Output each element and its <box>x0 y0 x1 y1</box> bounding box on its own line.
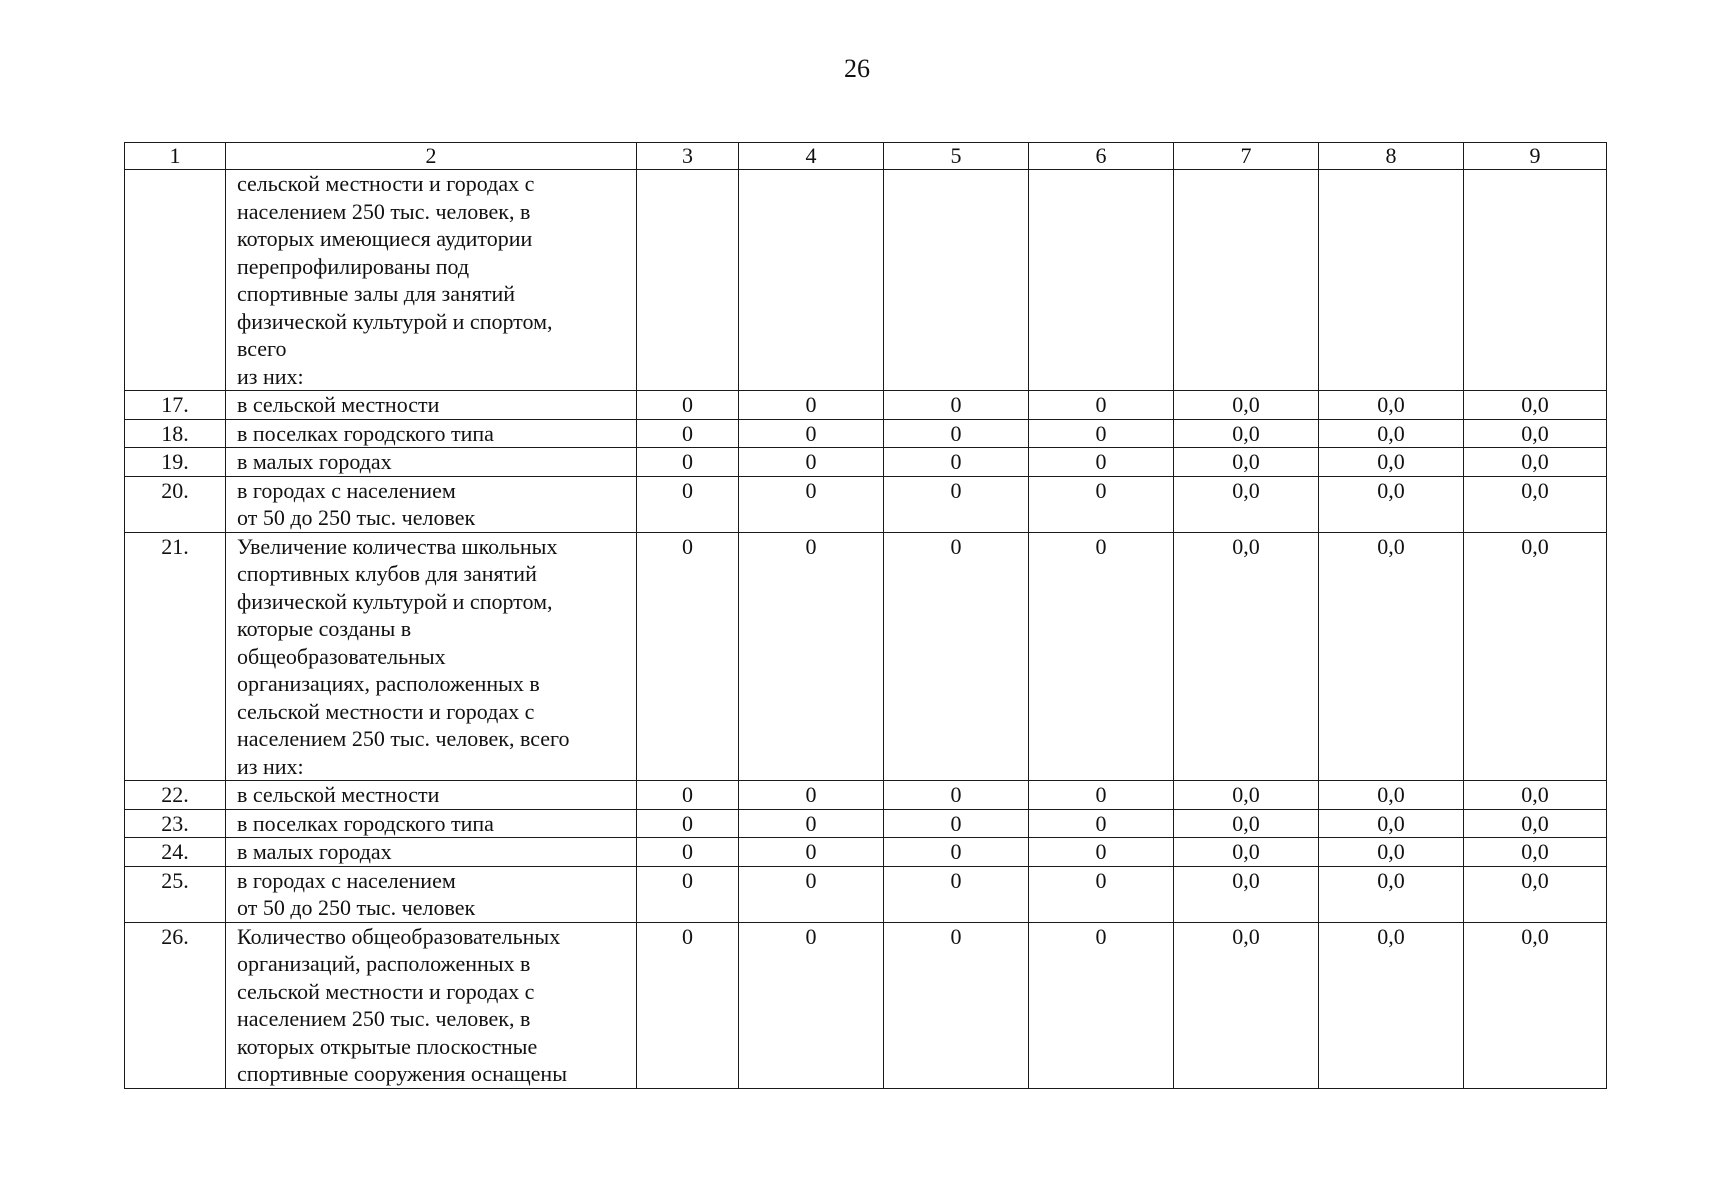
row-number: 22. <box>125 781 226 810</box>
row-description <box>226 781 637 810</box>
table-row <box>125 476 1607 532</box>
row-description <box>226 391 637 420</box>
row-description <box>226 419 637 448</box>
value-cell: 0,0 <box>1174 476 1319 532</box>
value-cell <box>739 170 884 391</box>
row-number: 18. <box>125 419 226 448</box>
value-cell: 0,0 <box>1174 448 1319 477</box>
row-description <box>226 866 637 922</box>
description-line: физической культурой и спортом, <box>237 308 553 334</box>
table-row <box>125 866 1607 922</box>
value-cell: 0 <box>884 476 1029 532</box>
value-cell: 0 <box>1029 476 1174 532</box>
table-row <box>125 170 1607 391</box>
value-cell: 0 <box>739 838 884 867</box>
value-cell: 0,0 <box>1464 922 1607 1088</box>
value-cell: 0 <box>637 419 739 448</box>
column-header: 8 <box>1319 143 1464 170</box>
value-cell: 0,0 <box>1319 391 1464 420</box>
description-line: спортивные сооружения оснащены <box>237 1061 567 1086</box>
description-line: организаций, расположенных в <box>237 951 531 976</box>
value-cell: 0,0 <box>1319 448 1464 477</box>
value-cell: 0,0 <box>1319 809 1464 838</box>
value-cell: 0,0 <box>1319 419 1464 448</box>
value-cell: 0,0 <box>1319 922 1464 1088</box>
value-cell: 0,0 <box>1174 838 1319 867</box>
value-cell: 0,0 <box>1319 476 1464 532</box>
description-line: сельской местности и городах с <box>237 171 535 196</box>
description-line: спортивные залы для занятий <box>237 281 516 306</box>
value-cell <box>1319 170 1464 391</box>
table-body <box>125 143 1607 1089</box>
description-line: из них: <box>237 363 304 389</box>
row-number: 26. <box>125 922 226 1088</box>
value-cell: 0,0 <box>1174 866 1319 922</box>
value-cell: 0 <box>739 532 884 781</box>
value-cell: 0 <box>884 866 1029 922</box>
value-cell: 0,0 <box>1319 838 1464 867</box>
row-description <box>226 448 637 477</box>
value-cell: 0,0 <box>1464 476 1607 532</box>
value-cell: 0 <box>1029 809 1174 838</box>
value-cell: 0 <box>637 922 739 1088</box>
row-number: 25. <box>125 866 226 922</box>
value-cell: 0 <box>637 809 739 838</box>
value-cell: 0 <box>884 391 1029 420</box>
description-line: Количество общеобразовательных <box>237 923 561 949</box>
row-number: 20. <box>125 476 226 532</box>
description-line: организациях, расположенных в <box>237 671 540 696</box>
value-cell: 0 <box>739 866 884 922</box>
value-cell: 0,0 <box>1174 391 1319 420</box>
value-cell: 0 <box>739 809 884 838</box>
table-row <box>125 391 1607 420</box>
value-cell: 0,0 <box>1174 532 1319 781</box>
value-cell: 0 <box>1029 391 1174 420</box>
description-line: Увеличение количества школьных <box>237 533 558 559</box>
value-cell: 0 <box>637 866 739 922</box>
value-cell: 0,0 <box>1174 419 1319 448</box>
row-description <box>226 476 637 532</box>
value-cell: 0,0 <box>1464 866 1607 922</box>
value-cell: 0 <box>1029 448 1174 477</box>
row-description <box>226 532 637 781</box>
row-number <box>125 170 226 391</box>
description-line: в поселках городского типа <box>237 810 494 836</box>
description-line: перепрофилированы под <box>237 253 470 279</box>
description-line: от 50 до 250 тыс. человек <box>237 505 476 530</box>
value-cell: 0 <box>739 922 884 1088</box>
value-cell: 0 <box>1029 866 1174 922</box>
value-cell <box>884 170 1029 391</box>
value-cell: 0 <box>1029 838 1174 867</box>
row-description <box>226 922 637 1088</box>
value-cell: 0 <box>637 532 739 781</box>
table-row <box>125 419 1607 448</box>
description-line: в малых городах <box>237 449 392 474</box>
value-cell: 0 <box>884 532 1029 781</box>
value-cell: 0 <box>739 419 884 448</box>
description-line: в городах с населением <box>237 867 456 893</box>
value-cell: 0 <box>884 809 1029 838</box>
value-cell: 0,0 <box>1464 448 1607 477</box>
table-row <box>125 448 1607 477</box>
value-cell: 0,0 <box>1464 391 1607 420</box>
description-line: физической культурой и спортом, <box>237 588 553 614</box>
value-cell: 0 <box>739 781 884 810</box>
column-header: 7 <box>1174 143 1319 170</box>
description-line: спортивных клубов для занятий <box>237 561 537 586</box>
value-cell: 0 <box>739 391 884 420</box>
value-cell: 0 <box>739 476 884 532</box>
value-cell: 0,0 <box>1174 809 1319 838</box>
table-row <box>125 838 1607 867</box>
description-line: общеобразовательных <box>237 643 446 669</box>
description-line: от 50 до 250 тыс. человек <box>237 895 476 920</box>
description-line: населением 250 тыс. человек, в <box>237 198 531 224</box>
description-line: из них: <box>237 753 304 779</box>
value-cell: 0 <box>637 781 739 810</box>
description-line: всего <box>237 336 287 361</box>
row-number: 17. <box>125 391 226 420</box>
value-cell: 0 <box>884 781 1029 810</box>
table-row <box>125 532 1607 781</box>
description-line: в малых городах <box>237 839 392 864</box>
description-line: в сельской местности <box>237 782 440 807</box>
value-cell: 0 <box>637 448 739 477</box>
value-cell: 0 <box>739 448 884 477</box>
description-line: сельской местности и городах с <box>237 978 535 1004</box>
value-cell <box>1174 170 1319 391</box>
value-cell: 0 <box>884 838 1029 867</box>
value-cell: 0,0 <box>1464 838 1607 867</box>
value-cell: 0,0 <box>1319 781 1464 810</box>
column-header: 2 <box>226 143 637 170</box>
value-cell: 0 <box>637 391 739 420</box>
description-line: населением 250 тыс. человек, в <box>237 1006 531 1031</box>
column-header: 1 <box>125 143 226 170</box>
description-line: которых имеющиеся аудитории <box>237 226 533 251</box>
value-cell: 0,0 <box>1174 922 1319 1088</box>
value-cell <box>1029 170 1174 391</box>
table-row <box>125 809 1607 838</box>
table-row <box>125 781 1607 810</box>
value-cell: 0,0 <box>1174 781 1319 810</box>
value-cell: 0,0 <box>1319 532 1464 781</box>
description-line: в поселках городского типа <box>237 420 494 446</box>
value-cell: 0 <box>637 476 739 532</box>
row-number: 23. <box>125 809 226 838</box>
description-line: которые созданы в <box>237 616 412 641</box>
column-header: 3 <box>637 143 739 170</box>
row-description <box>226 170 637 391</box>
value-cell: 0 <box>884 922 1029 1088</box>
value-cell: 0 <box>637 838 739 867</box>
value-cell: 0 <box>1029 532 1174 781</box>
description-line: в сельской местности <box>237 392 440 417</box>
row-number: 19. <box>125 448 226 477</box>
column-header: 6 <box>1029 143 1174 170</box>
value-cell: 0,0 <box>1319 866 1464 922</box>
table-row <box>125 922 1607 1088</box>
indicator-table <box>124 142 1607 1089</box>
value-cell: 0 <box>884 448 1029 477</box>
value-cell: 0,0 <box>1464 781 1607 810</box>
value-cell: 0 <box>884 419 1029 448</box>
value-cell: 0,0 <box>1464 419 1607 448</box>
value-cell: 0,0 <box>1464 532 1607 781</box>
value-cell: 0,0 <box>1464 809 1607 838</box>
value-cell <box>1464 170 1607 391</box>
value-cell: 0 <box>1029 922 1174 1088</box>
row-number: 24. <box>125 838 226 867</box>
table-header-row <box>125 143 1607 170</box>
page-number: 26 <box>844 54 870 83</box>
column-header: 9 <box>1464 143 1607 170</box>
description-line: сельской местности и городах с <box>237 698 535 724</box>
value-cell: 0 <box>1029 419 1174 448</box>
description-line: в городах с населением <box>237 477 456 503</box>
description-line: которых открытые плоскостные <box>237 1033 538 1059</box>
row-description <box>226 809 637 838</box>
value-cell <box>637 170 739 391</box>
row-description <box>226 838 637 867</box>
description-line: населением 250 тыс. человек, всего <box>237 726 570 751</box>
value-cell: 0 <box>1029 781 1174 810</box>
row-number: 21. <box>125 532 226 781</box>
column-header: 5 <box>884 143 1029 170</box>
column-header: 4 <box>739 143 884 170</box>
